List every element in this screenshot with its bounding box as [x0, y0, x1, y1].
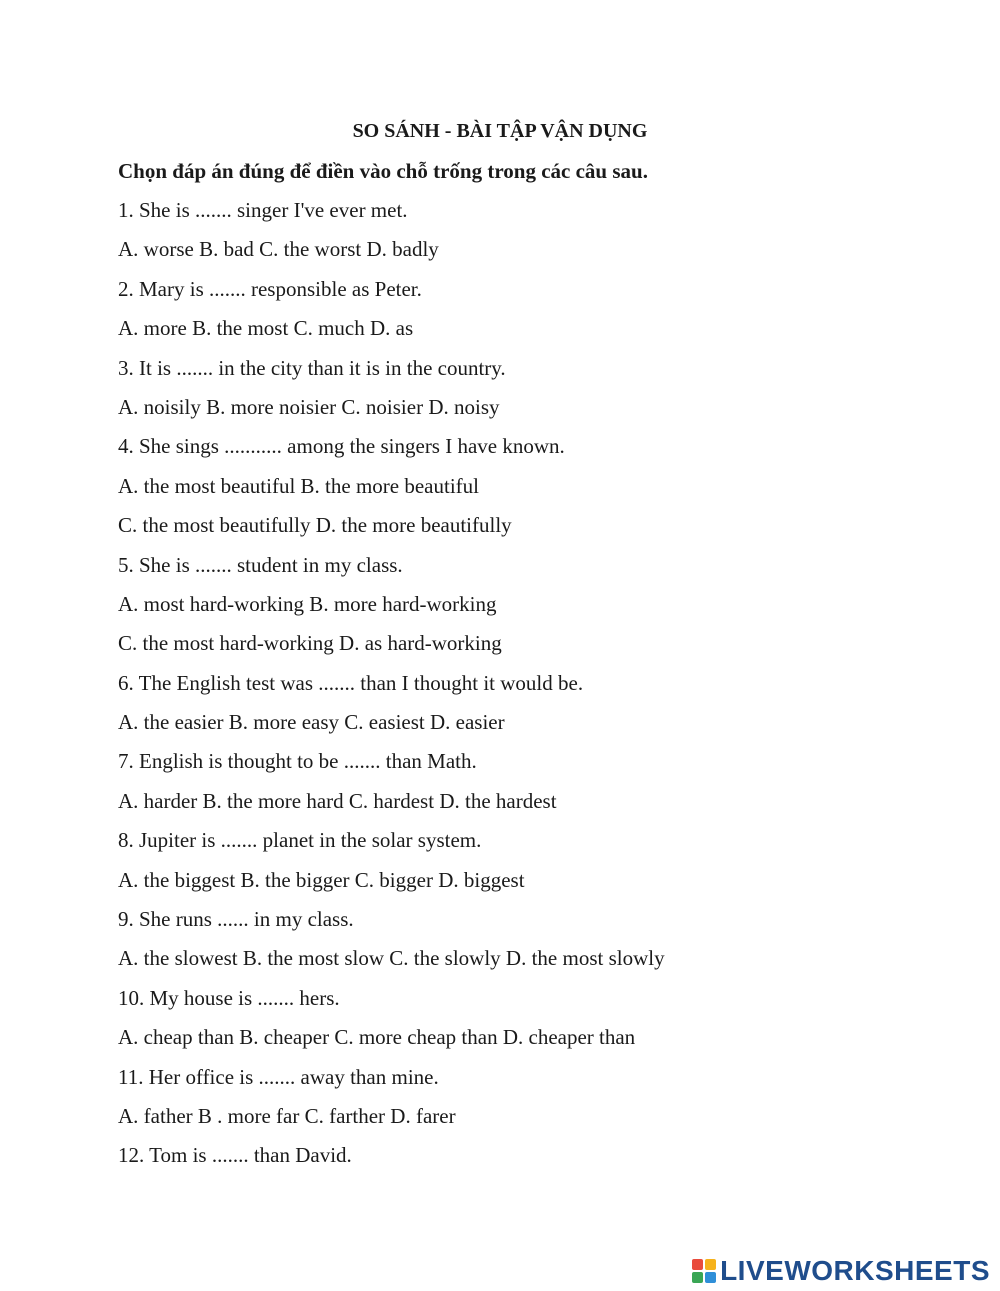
logo-tile-red: [692, 1259, 703, 1270]
question-3: 3. It is ....... in the city than it is in the country.: [118, 355, 506, 380]
answer-options-8: A. the biggest B. the bigger C. bigger D. biggest: [118, 867, 525, 892]
answer-options-5a: A. most hard-working B. more hard-working: [118, 591, 497, 616]
exercise-list: [118, 197, 665, 1182]
question-7: 7. English is thought to be ....... than Math.: [118, 749, 477, 774]
question-1: 1. She is ....... singer I've ever met.: [118, 198, 408, 222]
answer-options-11: A. father B . more far C. farther D. farer: [118, 1103, 456, 1128]
instruction-text: Chọn đáp án đúng để điền vào chỗ trống trong các câu sau.: [118, 159, 648, 183]
liveworksheets-brand: [692, 1255, 990, 1287]
answer-options-9: A. the slowest B. the most slow C. the slowly D. the most slowly: [118, 946, 665, 971]
answer-options-5b: C. the most hard-working D. as hard-working: [118, 631, 502, 656]
answer-options-4b: C. the most beautifully D. the more beautifully: [118, 513, 512, 538]
question-12: 12. Tom is ....... than David.: [118, 1143, 352, 1168]
logo-tile-blue: [705, 1272, 716, 1283]
brand-name: LIVEWORKSHEETS: [720, 1255, 990, 1286]
question-4: 4. She sings ........... among the singers I have known.: [118, 434, 565, 459]
question-5: 5. She is ....... student in my class.: [118, 552, 403, 577]
answer-options-4a: A. the most beautiful B. the more beautiful: [118, 473, 479, 498]
page-title: SO SÁNH - BÀI TẬP VẬN DỤNG: [352, 120, 648, 142]
question-11: 11. Her office is ....... away than mine.: [118, 1064, 439, 1089]
question-6: 6. The English test was ....... than I thought it would be.: [118, 670, 584, 695]
question-9: 9. She runs ...... in my class.: [118, 907, 354, 932]
logo-tile-green: [692, 1272, 703, 1283]
logo-tile-yellow: [705, 1259, 716, 1270]
answer-options-10: A. cheap than B. cheaper C. more cheap than D. cheaper than: [118, 1025, 636, 1050]
answer-options-1: A. worse B. bad C. the worst D. badly: [118, 237, 439, 262]
question-2: 2. Mary is ....... responsible as Peter.: [118, 276, 422, 301]
answer-options-3: A. noisily B. more noisier C. noisier D. noisy: [118, 394, 500, 419]
answer-options-6: A. the easier B. more easy C. easiest D. easier: [118, 710, 505, 735]
answer-options-2: A. more B. the most C. much D. as: [118, 316, 414, 341]
question-10: 10. My house is ....... hers.: [118, 985, 340, 1010]
answer-options-7: A. harder B. the more hard C. hardest D. the hardest: [118, 788, 557, 813]
question-8: 8. Jupiter is ....... planet in the solar system.: [118, 828, 482, 853]
liveworksheets-logo-icon: [692, 1259, 716, 1283]
